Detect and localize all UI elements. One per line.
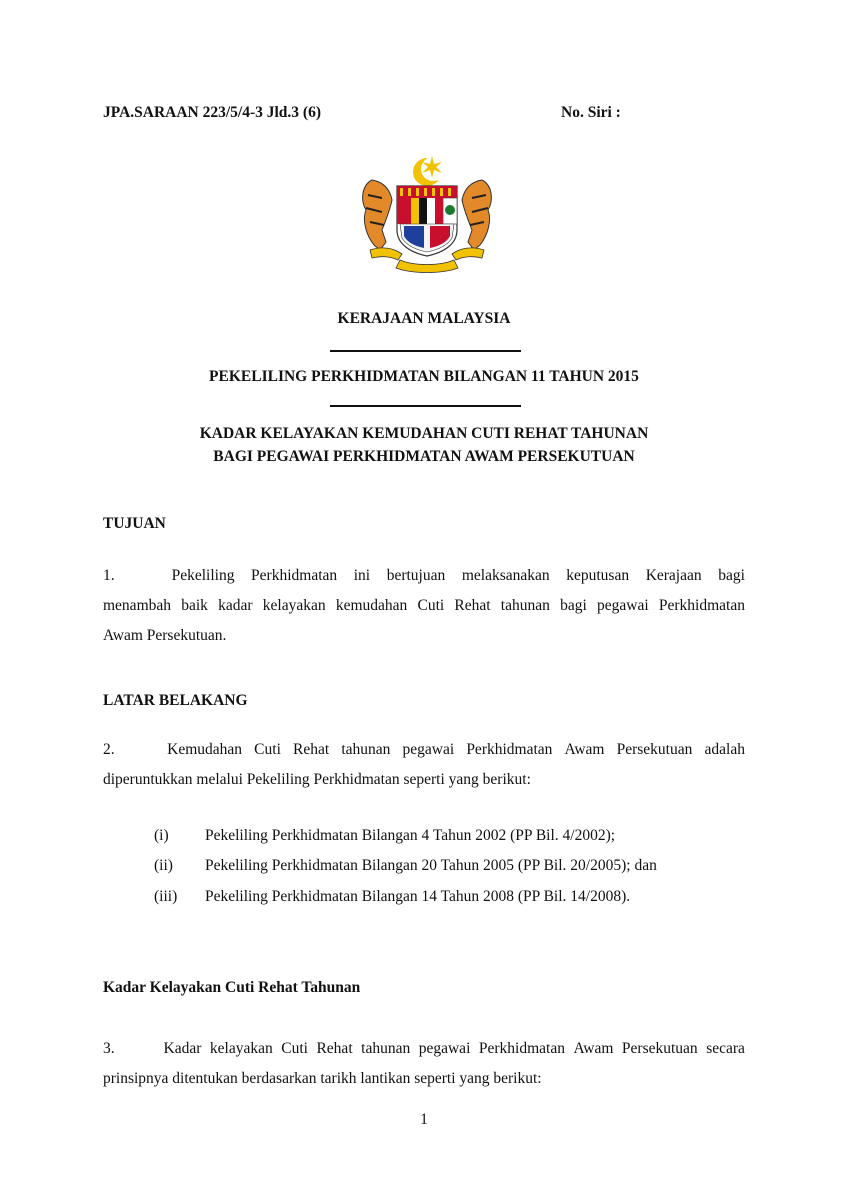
word: Perkhidmatan — [251, 567, 338, 584]
malaysia-coat-of-arms-logo — [352, 150, 502, 280]
word: ini — [353, 567, 371, 584]
paragraph-number: 2. — [103, 741, 115, 758]
paragraph-line: diperuntukkan melalui Pekeliling Perkhidmatan seperti yang berikut: — [103, 771, 531, 788]
subject-line-1: KADAR KELAYAKAN KEMUDAHAN CUTI REHAT TAHUNAN — [199, 425, 649, 442]
word: Perkhidmatan — [466, 741, 553, 758]
list-item-number: (ii) — [154, 857, 173, 874]
list-item-number: (iii) — [154, 888, 178, 905]
paragraph-line — [103, 561, 745, 591]
paragraph-line — [103, 591, 745, 621]
word: Perkhidmatan — [658, 597, 745, 614]
word: melaksanakan — [461, 567, 550, 584]
word: Persekutuan — [621, 1040, 698, 1057]
word: Kadar — [163, 1040, 202, 1057]
word: adalah — [704, 741, 745, 758]
list-item-number: (i) — [154, 827, 169, 844]
word: Awam — [564, 741, 605, 758]
word: kadar — [218, 597, 253, 614]
government-title: KERAJAAN MALAYSIA — [337, 310, 511, 327]
word: Cuti — [281, 1040, 308, 1057]
section-heading-kadar-kelayakan: Kadar Kelayakan Cuti Rehat Tahunan — [103, 979, 361, 996]
title-divider — [330, 405, 521, 407]
subject-line-2: BAGI PEGAWAI PERKHIDMATAN AWAM PERSEKUTUAN — [213, 448, 635, 465]
word: pegawai — [597, 597, 649, 614]
title-divider — [330, 350, 521, 352]
list-item-text: Pekeliling Perkhidmatan Bilangan 4 Tahun 2002 (PP Bil. 4/2002); — [205, 827, 616, 844]
word: pegawai — [418, 1040, 471, 1057]
word: secara — [706, 1040, 745, 1057]
page-number: 1 — [420, 1111, 428, 1128]
paragraph-number: 1. — [103, 567, 115, 584]
reference-number: JPA.SARAAN 223/5/4-3 Jld.3 (6) — [103, 104, 321, 121]
word: Kerajaan — [645, 567, 702, 584]
paragraph-number: 3. — [103, 1040, 115, 1057]
word: bertujuan — [386, 567, 446, 584]
paragraph-1 — [103, 561, 745, 651]
word: baik — [181, 597, 208, 614]
word: keputusan — [566, 567, 630, 584]
word: Cuti — [254, 741, 281, 758]
list-item-text: Pekeliling Perkhidmatan Bilangan 14 Tahun 2008 (PP Bil. 14/2008). — [205, 888, 631, 905]
word: menambah — [103, 597, 172, 614]
section-heading-latar-belakang: LATAR BELAKANG — [103, 692, 248, 709]
list-item — [154, 827, 615, 845]
list-item — [154, 888, 630, 906]
word: Rehat — [316, 1040, 353, 1057]
word: pegawai — [402, 741, 455, 758]
paragraph-line: prinsipnya ditentukan berdasarkan tarikh lantikan seperti yang berikut: — [103, 1070, 542, 1087]
word: tahunan — [361, 1040, 411, 1057]
word: Kemudahan — [167, 741, 243, 758]
word: tahunan — [341, 741, 391, 758]
serial-number-label: No. Siri : — [561, 104, 621, 121]
word: bagi — [560, 597, 587, 614]
word: Awam — [573, 1040, 614, 1057]
word: Cuti — [417, 597, 445, 614]
paragraph-line — [103, 1034, 745, 1064]
word: tahunan — [500, 597, 550, 614]
list-item-text: Pekeliling Perkhidmatan Bilangan 20 Tahun 2005 (PP Bil. 20/2005); dan — [205, 857, 657, 874]
paragraph-2 — [103, 735, 745, 795]
circular-title: PEKELILING PERKHIDMATAN BILANGAN 11 TAHUN 2015 — [209, 368, 639, 385]
word: Perkhidmatan — [478, 1040, 565, 1057]
word: kelayakan — [209, 1040, 273, 1057]
paragraph-line — [103, 735, 745, 765]
section-heading-tujuan: TUJUAN — [103, 515, 166, 532]
word: kelayakan — [262, 597, 326, 614]
word: Rehat — [454, 597, 491, 614]
word: bagi — [718, 567, 745, 584]
word: Rehat — [293, 741, 330, 758]
word: Pekeliling — [171, 567, 235, 584]
paragraph-3 — [103, 1034, 745, 1094]
word: Persekutuan — [616, 741, 693, 758]
word: kemudahan — [335, 597, 408, 614]
paragraph-line: Awam Persekutuan. — [103, 627, 227, 644]
list-item — [154, 857, 657, 875]
